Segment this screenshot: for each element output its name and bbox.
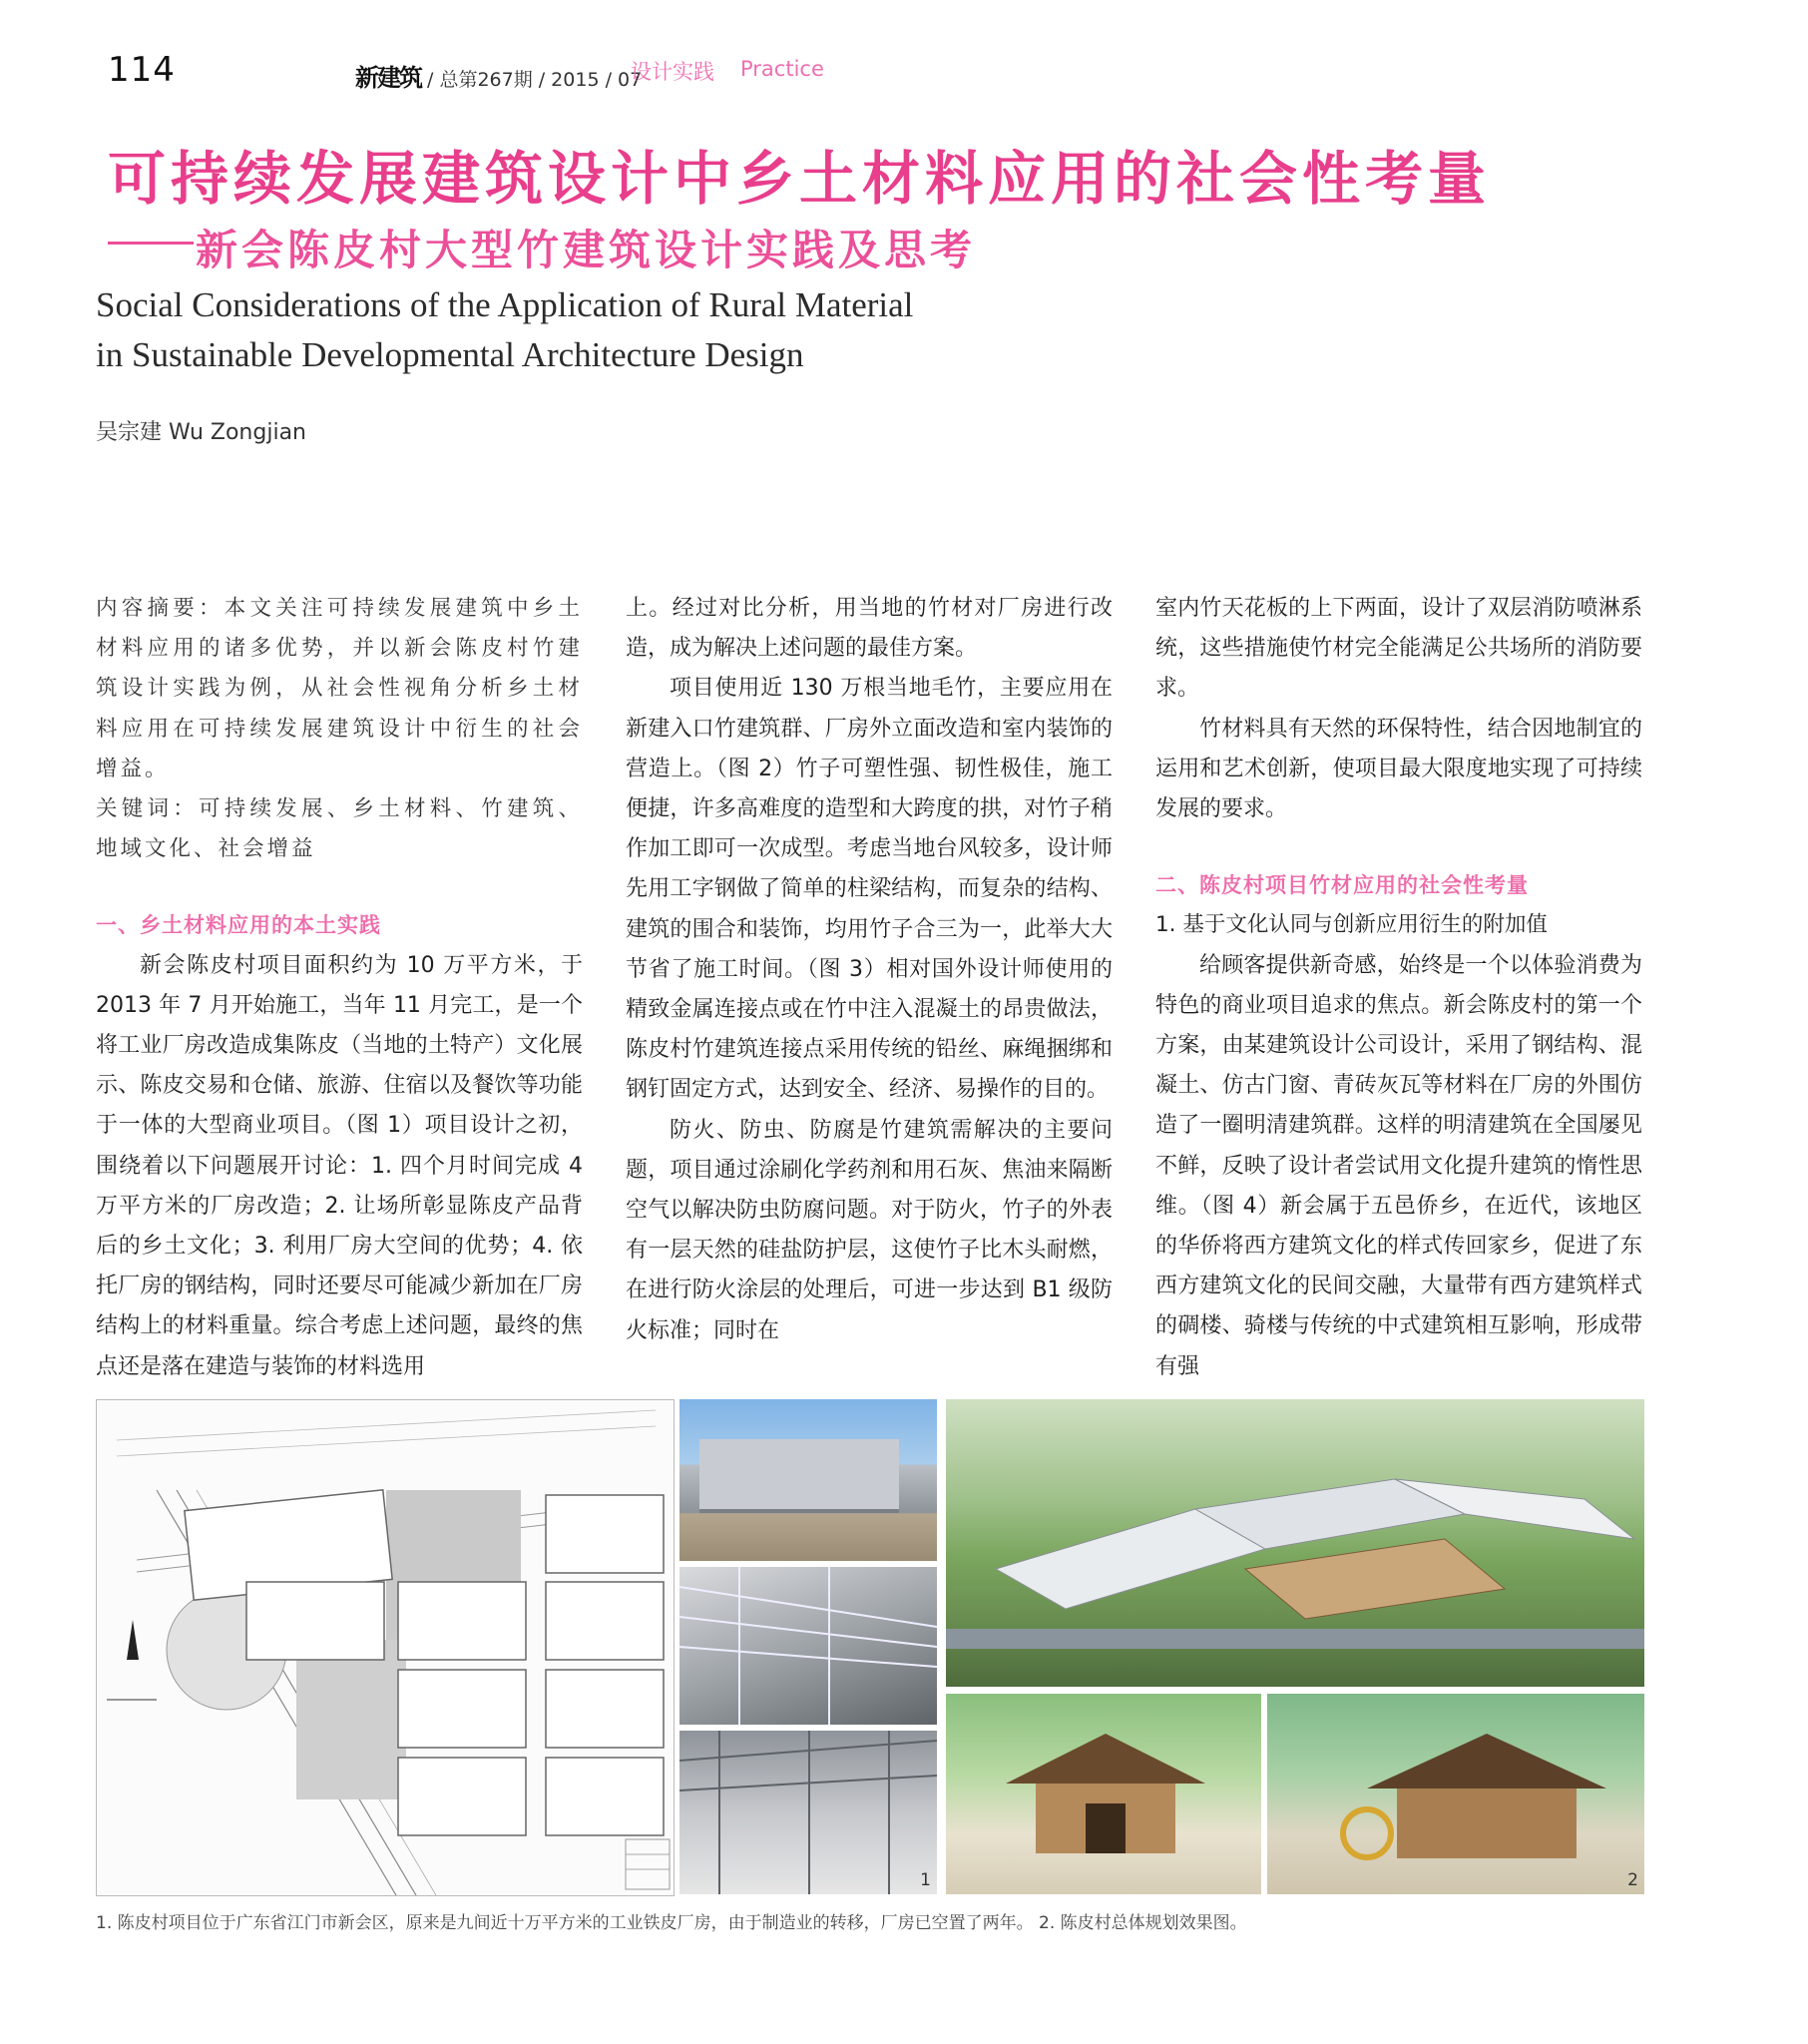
figure-area [96,1399,1644,1894]
paragraph-1-continued: 上。经过对比分析，用当地的竹材对厂房进行改造，成为解决上述问题的最佳方案。 [626,596,1113,662]
article-title-cn: 可持续发展建筑设计中乡土材料应用的社会性考量 [108,145,1492,213]
abstract: 内容摘要：本文关注可持续发展建筑中乡土材料应用的诸多优势，并以新会陈皮村竹建筑设计实践为例，从社会性视角分析乡土材料应用在可持续发展建筑设计中衍生的社会增益。 [96,596,583,781]
keywords: 关键词：可持续发展、乡土材料、竹建筑、地域文化、社会增益 [96,796,583,862]
bamboo-pavilion-2 [1267,1694,1644,1894]
page-number: 114 [108,50,176,90]
column-1 [96,589,583,1387]
factory-interior-photo-1 [679,1567,937,1725]
factory-hall-structure [679,1731,937,1894]
column-3 [1155,589,1642,1387]
article-title-en-line2: in Sustainable Developmental Architecture Design [96,335,804,374]
journal-issue-line [355,58,642,93]
section-2-heading: 二、陈皮村项目竹材应用的社会性考量 [1155,873,1529,898]
aerial-buildings [946,1399,1644,1687]
paragraph-5: 给顾客提供新奇感，始终是一个以体验消费为特色的商业项目追求的焦点。新会陈皮村的第一个方案，由某建筑设计公司设计，采用了钢结构、混凝土、仿古门窗、青砖灰瓦等材料在厂房的外围仿造了一圈明清建筑群。这样的明清建筑在全国屡见不鲜，反映了设计者尝试用文化提升建筑的惰性思维。（图 4）新会属于五邑侨乡，在近代，该地区的华侨将西方建筑文化的样式传回家乡，促进了东西方建筑文化的民间交融，大量带有西方建筑样式的碉楼、骑楼与传统的中式建筑相互影响，形成带有强 [1155,952,1642,1379]
issue-info: / 总第267期 / 2015 / 07 [427,69,643,91]
paragraph-1: 新会陈皮村项目面积约为 10 万平方米，于 2013 年 7 月开始施工，当年 11 月完工，是一个将工业厂房改造成集陈皮（当地的土特产）文化展示、陈皮交易和仓储、旅游、住宿以及餐饮等功能于一体的大型商业项目。（图 1）项目设计之初，围绕着以下问题展开讨论：1. 四个月时间完成 4 万平方米的厂房改造；2. 让场所彰显陈皮产品背后的乡土文化；3. 利用厂房大空间的优势；4. 依托厂房的钢结构，同时还要尽可能减少新加在厂房结构上的材料重量。综合考虑上述问题，最终的焦点还是落在建造与装饰的材料选用 [96,952,583,1379]
figure-2-number: 2 [1627,1870,1638,1890]
factory-roof-truss [679,1567,937,1725]
factory-interior-photo-2 [679,1731,937,1894]
article-title-en-line1: Social Considerations of the Application of Rural Material [96,285,914,324]
journal-logo: 新建筑 [355,64,421,92]
figure-1-number: 1 [920,1870,931,1890]
column-2 [626,589,1113,1351]
bamboo-pavilion-rendering-1 [946,1694,1261,1894]
paragraph-4: 竹材料具有天然的环保特性，结合因地制宜的运用和艺术创新，使项目最大限度地实现了可持续发展的要求。 [1155,716,1642,822]
bamboo-pavilion-rendering-2 [1267,1694,1644,1894]
aerial-rendering-photo [946,1399,1644,1687]
site-plan-figure [96,1399,675,1896]
subtitle-dash [108,242,194,245]
site-plan-drawing [97,1400,674,1895]
paragraph-2: 项目使用近 130 万根当地毛竹，主要应用在新建入口竹建筑群、厂房外立面改造和室内装饰的营造上。（图 2）竹子可塑性强、韧性极佳，施工便捷，许多高难度的造型和大跨度的拱，对竹子稍作加工即可一次成型。考虑当地台风较多，设计师先用工字钢做了简单的柱梁结构，而复杂的结构、建筑的围合和装饰，均用竹子合三为一，此举大大节省了施工时间。（图 3）相对国外设计师使用的精致金属连接点或在竹中注入混凝土的昂贵做法，陈皮村竹建筑连接点采用传统的铅丝、麻绳捆绑和钢钉固定方式，达到安全、经济、易操作的目的。 [626,676,1113,1103]
article-subtitle-cn: 新会陈皮村大型竹建筑设计实践及思考 [196,226,977,274]
subsection-1-heading: 1. 基于文化认同与创新应用衍生的附加值 [1155,912,1548,938]
author: 吴宗建 Wu Zongjian [96,420,306,445]
section-1-heading: 一、乡土材料应用的本土实践 [96,913,381,938]
bamboo-pavilion-1 [946,1694,1261,1894]
figure-caption: 1. 陈皮村项目位于广东省江门市新会区，原来是九间近十万平方米的工业铁皮厂房，由于制造业的转移，厂房已空置了两年。 2. 陈皮村总体规划效果图。 [96,1913,1247,1933]
paragraph-3: 防火、防虫、防腐是竹建筑需解决的主要问题，项目通过涂刷化学药剂和用石灰、焦油来隔断空气以解决防虫防腐问题。对于防火，竹子的外表有一层天然的硅盐防护层，这使竹子比木头耐燃，在进行防火涂层的处理后，可进一步达到 B1 级防火标准；同时在 [626,1117,1113,1343]
section-label-en: Practice [740,57,824,81]
factory-exterior-photo [679,1399,937,1561]
section-label-cn: 设计实践 [631,60,714,84]
paragraph-3-continued: 室内竹天花板的上下两面，设计了双层消防喷淋系统，这些措施使竹材完全能满足公共场所的消防要求。 [1155,596,1642,702]
